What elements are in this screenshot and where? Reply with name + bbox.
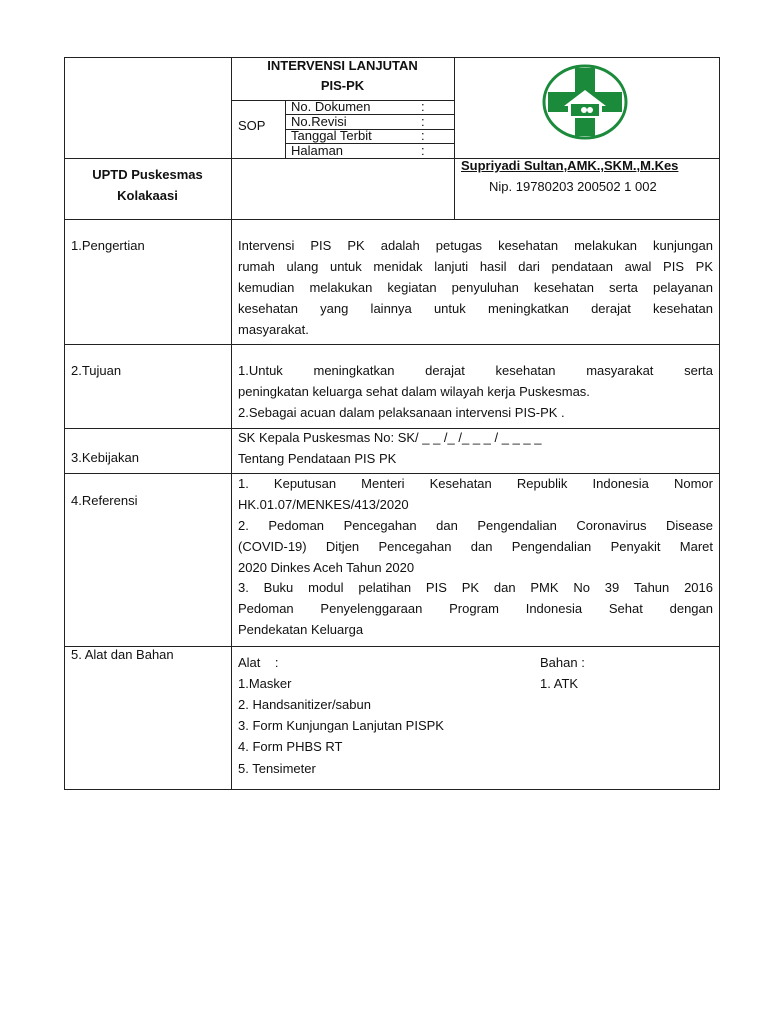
meta-sep: : <box>421 114 425 129</box>
meta-sep: : <box>421 99 425 114</box>
kebijakan-line: SK Kepala Puskesmas No: SK/ _ _ /_ /_ _ _ / _ _ _ _ <box>238 430 542 445</box>
referensi-line: 2. Pedoman Pencegahan dan Pengendalian Coronavirus Disease <box>238 518 713 533</box>
pengertian-line: rumah ulang untuk menidak lanjuti hasil dari pendataan awal PIS PK <box>238 259 713 274</box>
signer-nip: Nip. 19780203 200502 1 002 <box>489 179 657 194</box>
tujuan-line: 1.Untuk meningkatkan derajat kesehatan masyarakat serta <box>238 363 713 378</box>
document-title: INTERVENSI LANJUTAN <box>267 58 418 73</box>
referensi-line: 3. Buku modul pelatihan PIS PK dan PMK No 39 Tahun 2016 <box>238 580 713 595</box>
section-label-tujuan: 2.Tujuan <box>71 363 122 378</box>
referensi-line: Pendekatan Keluarga <box>238 622 364 637</box>
org-location: Kolakaasi <box>117 188 178 203</box>
referensi-line: 2020 Dinkes Aceh Tahun 2020 <box>238 560 415 575</box>
referensi-line: (COVID-19) Ditjen Pencegahan dan Pengendalian Penyakit Maret <box>238 539 713 554</box>
puskesmas-logo-icon <box>540 62 630 142</box>
section-label-alat-bahan: 5. Alat dan Bahan <box>71 647 174 662</box>
bahan-item: 1. ATK <box>540 676 579 691</box>
kebijakan-line: Tentang Pendataan PIS PK <box>238 451 397 466</box>
tujuan-line: 2.Sebagai acuan dalam pelaksanaan intervensi PIS-PK . <box>238 405 565 420</box>
document-title-sub: PIS-PK <box>320 78 365 93</box>
meta-label-no-revisi: No.Revisi <box>291 114 347 129</box>
row-line <box>64 428 720 429</box>
meta-label-tanggal-terbit: Tanggal Terbit <box>291 128 372 143</box>
pengertian-line: masyarakat. <box>238 322 309 337</box>
pengertian-line: kesehatan yang lainnya untuk meningkatkan derajat kesehatan <box>238 301 713 316</box>
meta-sep: : <box>421 143 425 158</box>
sop-label: SOP <box>238 118 266 133</box>
org-name: UPTD Puskesmas <box>92 167 203 182</box>
alat-header: Alat : <box>238 655 279 670</box>
bahan-header: Bahan : <box>540 655 585 670</box>
section-label-pengertian: 1.Pengertian <box>71 238 145 253</box>
row-line <box>64 344 720 345</box>
column-divider <box>231 57 232 790</box>
section-label-kebijakan: 3.Kebijakan <box>71 450 139 465</box>
referensi-line: HK.01.07/MENKES/413/2020 <box>238 497 409 512</box>
pengertian-line: kemudian melakukan kegiatan penyuluhan kesehatan serta pelayanan <box>238 280 713 295</box>
row-line <box>64 219 720 220</box>
meta-sep: : <box>421 128 425 143</box>
pengertian-line: Intervensi PIS PK adalah petugas kesehatan melakukan kunjungan <box>238 238 713 253</box>
referensi-line: Pedoman Penyelenggaraan Program Indonesia Sehat dengan <box>238 601 713 616</box>
section-label-referensi: 4.Referensi <box>71 493 138 508</box>
alat-item: 3. Form Kunjungan Lanjutan PISPK <box>238 718 444 733</box>
row-line <box>64 473 720 474</box>
signer-name: Supriyadi Sultan,AMK.,SKM.,M.Kes <box>461 158 679 173</box>
meta-label-halaman: Halaman <box>291 143 344 158</box>
header-right-divider <box>454 57 455 219</box>
alat-item: 4. Form PHBS RT <box>238 739 343 754</box>
tujuan-line: peningkatan keluarga sehat dalam wilayah kerja Puskesmas. <box>238 384 590 399</box>
referensi-line: 1. Keputusan Menteri Kesehatan Republik Indonesia Nomor <box>238 476 713 491</box>
alat-item: 2. Handsanitizer/sabun <box>238 697 371 712</box>
meta-label-no-dokumen: No. Dokumen <box>291 99 371 114</box>
alat-item: 5. Tensimeter <box>238 761 316 776</box>
alat-item: 1.Masker <box>238 676 292 691</box>
